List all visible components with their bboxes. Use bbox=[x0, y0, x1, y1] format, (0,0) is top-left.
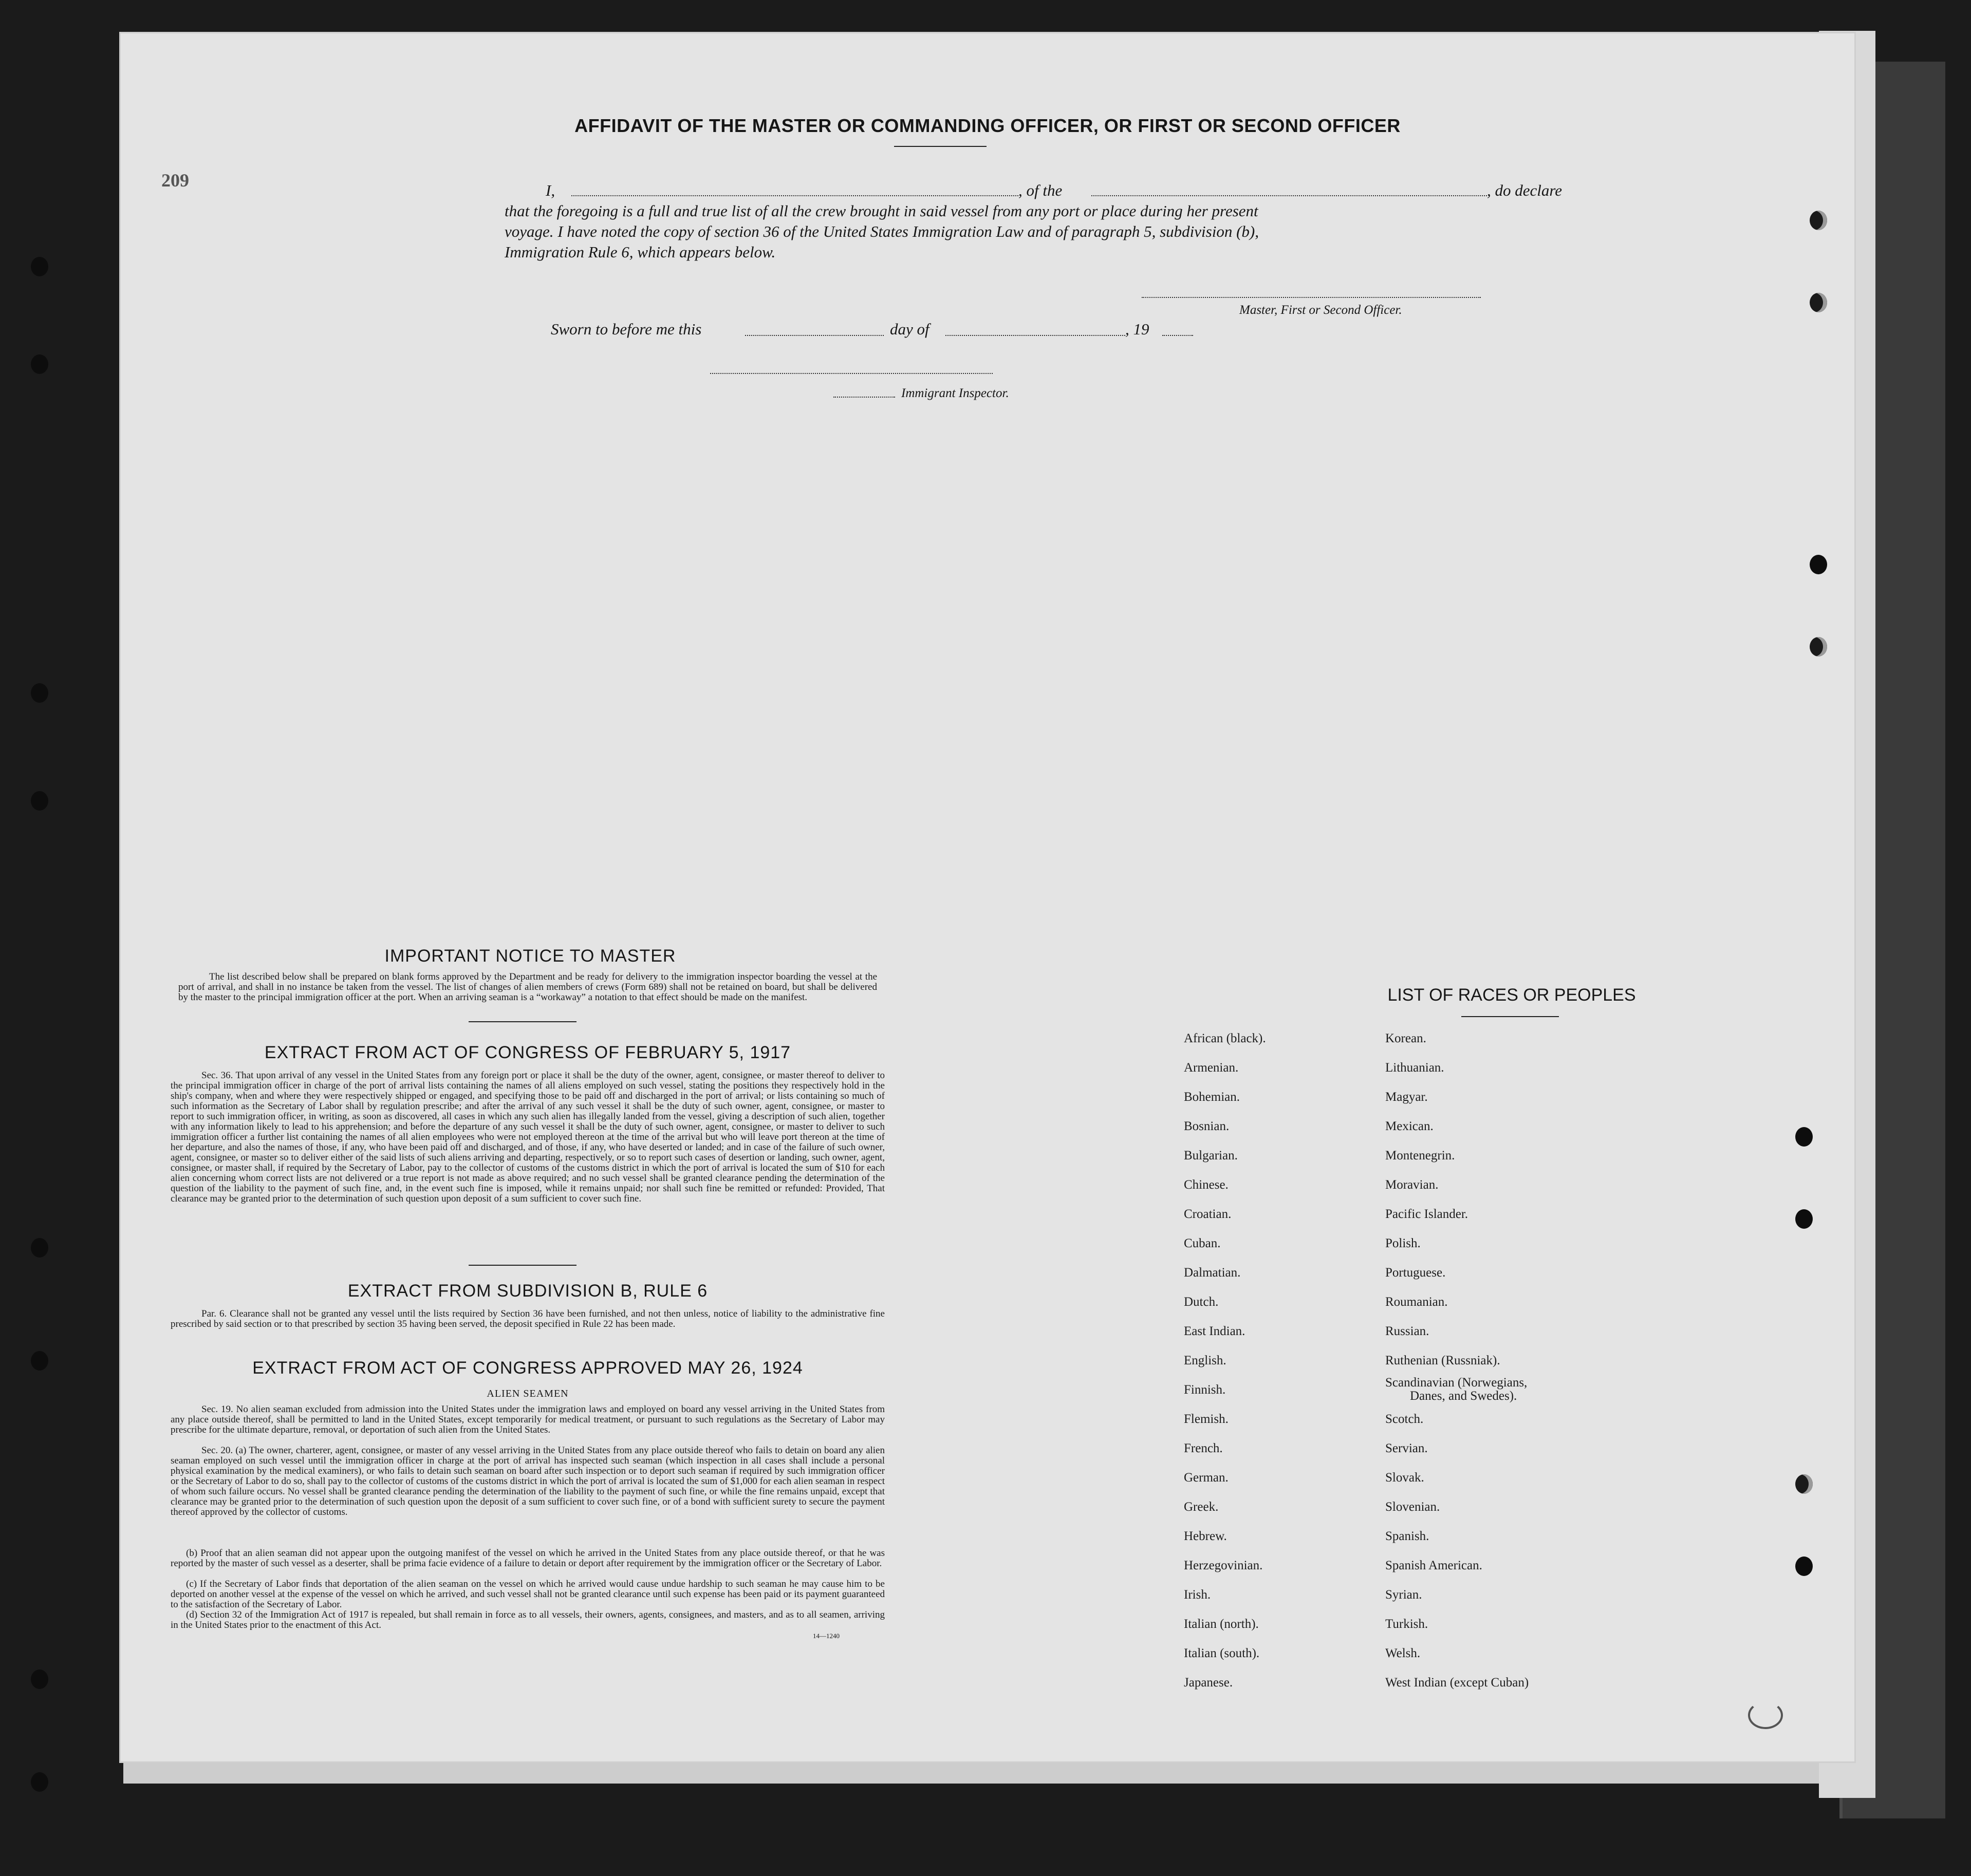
race-item: Dalmatian. bbox=[1184, 1266, 1241, 1280]
race-item: Welsh. bbox=[1385, 1646, 1421, 1660]
sworn-day-blank[interactable] bbox=[745, 335, 884, 336]
race-item: Lithuanian. bbox=[1385, 1061, 1444, 1075]
race-item: Bulgarian. bbox=[1184, 1149, 1238, 1162]
affidavit-line4: Immigration Rule 6, which appears below. bbox=[505, 243, 776, 261]
race-item: Scotch. bbox=[1385, 1412, 1424, 1426]
race-item: Turkish. bbox=[1385, 1617, 1428, 1631]
race-item: Russian. bbox=[1385, 1324, 1429, 1338]
name-blank[interactable] bbox=[571, 195, 1018, 196]
extract-rule6-body: Par. 6. Clearance shall not be granted any vessel until the lists required by Section 36 have been furnished, and not then unless, notice of liability to the administrative fine prescribed by said section or to that prescribed by section 35 having been served, the deposit specified in Rule 22 has been made. bbox=[171, 1308, 885, 1329]
race-item: Polish. bbox=[1385, 1236, 1421, 1250]
race-item-continued: Danes, and Swedes). bbox=[1410, 1389, 1517, 1403]
affidavit-i: I, bbox=[546, 181, 555, 199]
race-item: Herzegovinian. bbox=[1184, 1559, 1263, 1572]
race-item: French. bbox=[1184, 1441, 1223, 1455]
race-item: Italian (south). bbox=[1184, 1646, 1260, 1660]
race-item: Syrian. bbox=[1385, 1588, 1422, 1602]
master-signature-label: Master, First or Second Officer. bbox=[1239, 303, 1402, 317]
sec20b-paragraph: (b) Proof that an alien seaman did not appear upon the outgoing manifest of the vessel on which he arrived in the United States from any place outside thereof, or that he was reported by the master of such vessel as a deserter, shall be prima facie evidence of a failure to detain or deport after requirement by the immigration officer or the Secretary of Labor. bbox=[171, 1548, 885, 1569]
sec20a-paragraph: Sec. 20. (a) The owner, charterer, agent, consignee, or master of any vessel arriving in the United States from any place outside thereof who fails to detain on board any alien seaman employed on such vessel until the immigration officer in charge at the port of arrival has inspected such seaman (which inspection in all cases shall include a personal physical examination by the medical examiners), or who fails to detain such seaman on board after such inspection or to deport such seaman if required by such immigration officer or the Secretary of Labor to do so, shall pay to the collector of customs of the customs district in which the port of arrival is located the sum of $1,000 for each alien seaman in respect of whom such failure occurs. No vessel shall be granted clearance pending the determination of the liability to the payment of such fine, or while the fine remains unpaid, except that clearance may be granted prior to the determination of such question upon the deposit of a sum sufficient to cover such fine, or of a bond with sufficient surety to secure the payment thereof approved by the collector of customs. bbox=[171, 1445, 885, 1517]
binder-hole-icon bbox=[1795, 1209, 1813, 1229]
race-item: Chinese. bbox=[1184, 1178, 1229, 1192]
race-item: Scandinavian (Norwegians, bbox=[1385, 1376, 1528, 1390]
binder-hole-icon bbox=[31, 683, 48, 703]
affidavit-of-the: , of the bbox=[1018, 181, 1063, 199]
extract-1917-title: EXTRACT FROM ACT OF CONGRESS OF FEBRUARY 5, 1917 bbox=[264, 1043, 791, 1062]
race-item: Armenian. bbox=[1184, 1061, 1239, 1075]
binder-hole-icon bbox=[1795, 1127, 1813, 1147]
race-item: Magyar. bbox=[1385, 1090, 1428, 1104]
sworn-label: Sworn to before me this bbox=[551, 320, 702, 338]
day-of-label: day of bbox=[890, 320, 929, 338]
alien-seamen-subtitle: ALIEN SEAMEN bbox=[487, 1388, 569, 1399]
binder-hole-icon bbox=[31, 1238, 48, 1258]
inspector-label: Immigrant Inspector. bbox=[901, 386, 1009, 400]
month-blank[interactable] bbox=[945, 335, 1125, 336]
year-label: , 19 bbox=[1125, 320, 1149, 338]
extract-1924-title: EXTRACT FROM ACT OF CONGRESS APPROVED MAY 26, 1924 bbox=[252, 1358, 803, 1378]
notice-body: The list described below shall be prepared on blank forms approved by the Department and be ready for delivery to the immigration inspector boarding the vessel at the port of arrival, and shall in no instance be taken from the vessel. The list of changes of alien members of crews (Form 689) shall not be retained on board, but shall be delivered by the master to the principal immigration officer at the port. When an arriving seaman is a “workaway” a notation to that effect should be made on the manifest. bbox=[178, 971, 877, 1003]
race-item: Bosnian. bbox=[1184, 1119, 1230, 1133]
binder-hole-icon bbox=[1810, 293, 1827, 312]
race-item: Croatian. bbox=[1184, 1207, 1232, 1221]
sec20d-paragraph: (d) Section 32 of the Immigration Act of 1917 is repealed, but shall remain in force as to all vessels, their owners, agents, consignees, and masters, and as to all seamen, arriving in the United States prior to the enactment of this Act. bbox=[171, 1609, 885, 1630]
form-number: 14—1240 bbox=[813, 1632, 840, 1640]
race-item: Mexican. bbox=[1385, 1119, 1434, 1133]
binder-hole-icon bbox=[31, 257, 48, 276]
affidavit-line3: voyage. I have noted the copy of section 36 of the United States Immigration Law and of paragraph 5, subdivision (b), bbox=[505, 222, 1259, 240]
pencil-mark bbox=[1748, 1701, 1783, 1729]
year-blank[interactable] bbox=[1162, 335, 1193, 336]
race-item: Hebrew. bbox=[1184, 1529, 1227, 1543]
extract-1917-body: Sec. 36. That upon arrival of any vessel in the United States from any foreign port or place it shall be the duty of the owner, agent, consignee, or master thereof to deliver to the principal immigration officer in charge of the port of arrival lists containing the names of all aliens employed on such vessel, stating the positions they respectively hold in the ship's company, when and where they were respectively shipped or engaged, and specifying those to be paid off and discharged in the port of arrival; or lists containing so much of such information as the Secretary of Labor shall by regulation prescribe; and after the arrival of any such vessel it shall be the duty of such owner, agent, consignee, or master to report to such immigration officer, in writing, as soon as discovered, all cases in which any such alien has illegally landed from the vessel, giving a description of such alien, together with any information likely to lead to his apprehension; and before the departure of any such vessel it shall be the duty of such owner, agent, consignee, or master to deliver to such immigration officer a further list containing the names of all alien employees who were not employed thereon at the time of the arrival but who will leave port thereon at the time of her departure, and also the names of those, if any, who have been paid off and discharged, and of those, if any, who have deserted or landed; and in case of the failure of such owner, agent, consignee, or master so to deliver either of the said lists of such aliens arriving and departing, respectively, or so to report such cases of desertion or landing, such owner, agent, consignee, or master shall, if required by the Secretary of Labor, pay to the collector of customs of the customs district in which the port of arrival is located the sum of $10 for each alien concerning whom correct lists are not delivered or a true report is not made as above required; and no such vessel shall be granted clearance pending the determination of the question of the liability to the payment of such fine, and, in the event such fine is imposed, while it remains unpaid; nor shall such fine be remitted or refunded: Provided, That clearance may be granted prior to the determination of such question upon deposit of a sum sufficient to cover such fine. bbox=[171, 1070, 885, 1204]
section-divider bbox=[469, 1021, 577, 1022]
race-item: Greek. bbox=[1184, 1500, 1219, 1514]
race-item: Irish. bbox=[1184, 1588, 1211, 1602]
race-item: Korean. bbox=[1385, 1031, 1426, 1045]
race-item: Japanese. bbox=[1184, 1676, 1233, 1690]
race-item: English. bbox=[1184, 1354, 1226, 1367]
race-item: Finnish. bbox=[1184, 1383, 1226, 1397]
race-item: West Indian (except Cuban) bbox=[1385, 1676, 1529, 1690]
race-item: Flemish. bbox=[1184, 1412, 1229, 1426]
race-item: Cuban. bbox=[1184, 1236, 1221, 1250]
section-divider bbox=[469, 1265, 577, 1266]
race-item: East Indian. bbox=[1184, 1324, 1245, 1338]
race-item: Slovenian. bbox=[1385, 1500, 1440, 1514]
master-signature-line[interactable] bbox=[1142, 297, 1481, 298]
affidavit-declare: , do declare bbox=[1487, 181, 1563, 199]
binder-hole-icon bbox=[31, 1351, 48, 1371]
races-underline bbox=[1461, 1016, 1559, 1017]
race-item: Italian (north). bbox=[1184, 1617, 1259, 1631]
race-item: Spanish American. bbox=[1385, 1559, 1482, 1572]
document-page bbox=[119, 32, 1856, 1763]
margin-stamp: 209 bbox=[161, 170, 189, 191]
inspector-signature-line-short bbox=[833, 397, 895, 398]
race-item: Servian. bbox=[1385, 1441, 1428, 1455]
race-item: Dutch. bbox=[1184, 1295, 1219, 1309]
race-item: Pacific Islander. bbox=[1385, 1207, 1468, 1221]
race-item: Portuguese. bbox=[1385, 1266, 1446, 1280]
race-item: Ruthenian (Russniak). bbox=[1385, 1354, 1500, 1367]
race-item: Bohemian. bbox=[1184, 1090, 1240, 1104]
binder-hole-icon bbox=[31, 1772, 48, 1792]
binder-hole-icon bbox=[1795, 1556, 1813, 1576]
sec19-paragraph: Sec. 19. No alien seaman excluded from admission into the United States under the immigration laws and employed on board any vessel arriving in the United States from any place outside thereof, shall be permitted to land in the United States, except temporarily for medical treatment, or pursuant to such regulations as the Secretary of Labor may prescribe for the ultimate departure, removal, or deportation of such alien from the United States. bbox=[171, 1404, 885, 1435]
bottom-page-edge bbox=[123, 1763, 1819, 1784]
notice-title: IMPORTANT NOTICE TO MASTER bbox=[384, 946, 676, 966]
race-item: Spanish. bbox=[1385, 1529, 1429, 1543]
binder-hole-icon bbox=[31, 791, 48, 811]
race-item: Moravian. bbox=[1385, 1178, 1439, 1192]
binder-hole-icon bbox=[1810, 211, 1827, 230]
binder-hole-icon bbox=[31, 354, 48, 374]
binder-hole-icon bbox=[1810, 637, 1827, 656]
title-underline bbox=[894, 146, 987, 147]
race-item: Roumanian. bbox=[1385, 1295, 1448, 1309]
race-item: African (black). bbox=[1184, 1031, 1266, 1045]
sec20c-paragraph: (c) If the Secretary of Labor finds that deportation of the alien seaman on the vessel on which he arrived would cause undue hardship to such seaman he may cause him to be deported on another vessel at the expense of the vessel on which he arrived, and such vessel shall not be granted clearance until such expense has been paid or its payment guaranteed to the satisfaction of the Secretary of Labor. bbox=[171, 1579, 885, 1610]
race-item: Montenegrin. bbox=[1385, 1149, 1455, 1162]
inspector-signature-line[interactable] bbox=[710, 373, 993, 374]
binder-hole-icon bbox=[31, 1669, 48, 1689]
race-item: Slovak. bbox=[1385, 1471, 1424, 1485]
race-item: German. bbox=[1184, 1471, 1229, 1485]
races-title: LIST OF RACES OR PEOPLES bbox=[1387, 985, 1636, 1005]
binder-hole-icon bbox=[1795, 1474, 1813, 1494]
affidavit-line2: that the foregoing is a full and true list of all the crew brought in said vessel from any port or place during her present bbox=[505, 202, 1258, 220]
affidavit-title: AFFIDAVIT OF THE MASTER OR COMMANDING OFFICER, OR FIRST OR SECOND OFFICER bbox=[574, 115, 1401, 136]
binder-hole-icon bbox=[1810, 555, 1827, 574]
extract-rule6-title: EXTRACT FROM SUBDIVISION B, RULE 6 bbox=[347, 1281, 708, 1301]
vessel-blank[interactable] bbox=[1091, 195, 1487, 196]
